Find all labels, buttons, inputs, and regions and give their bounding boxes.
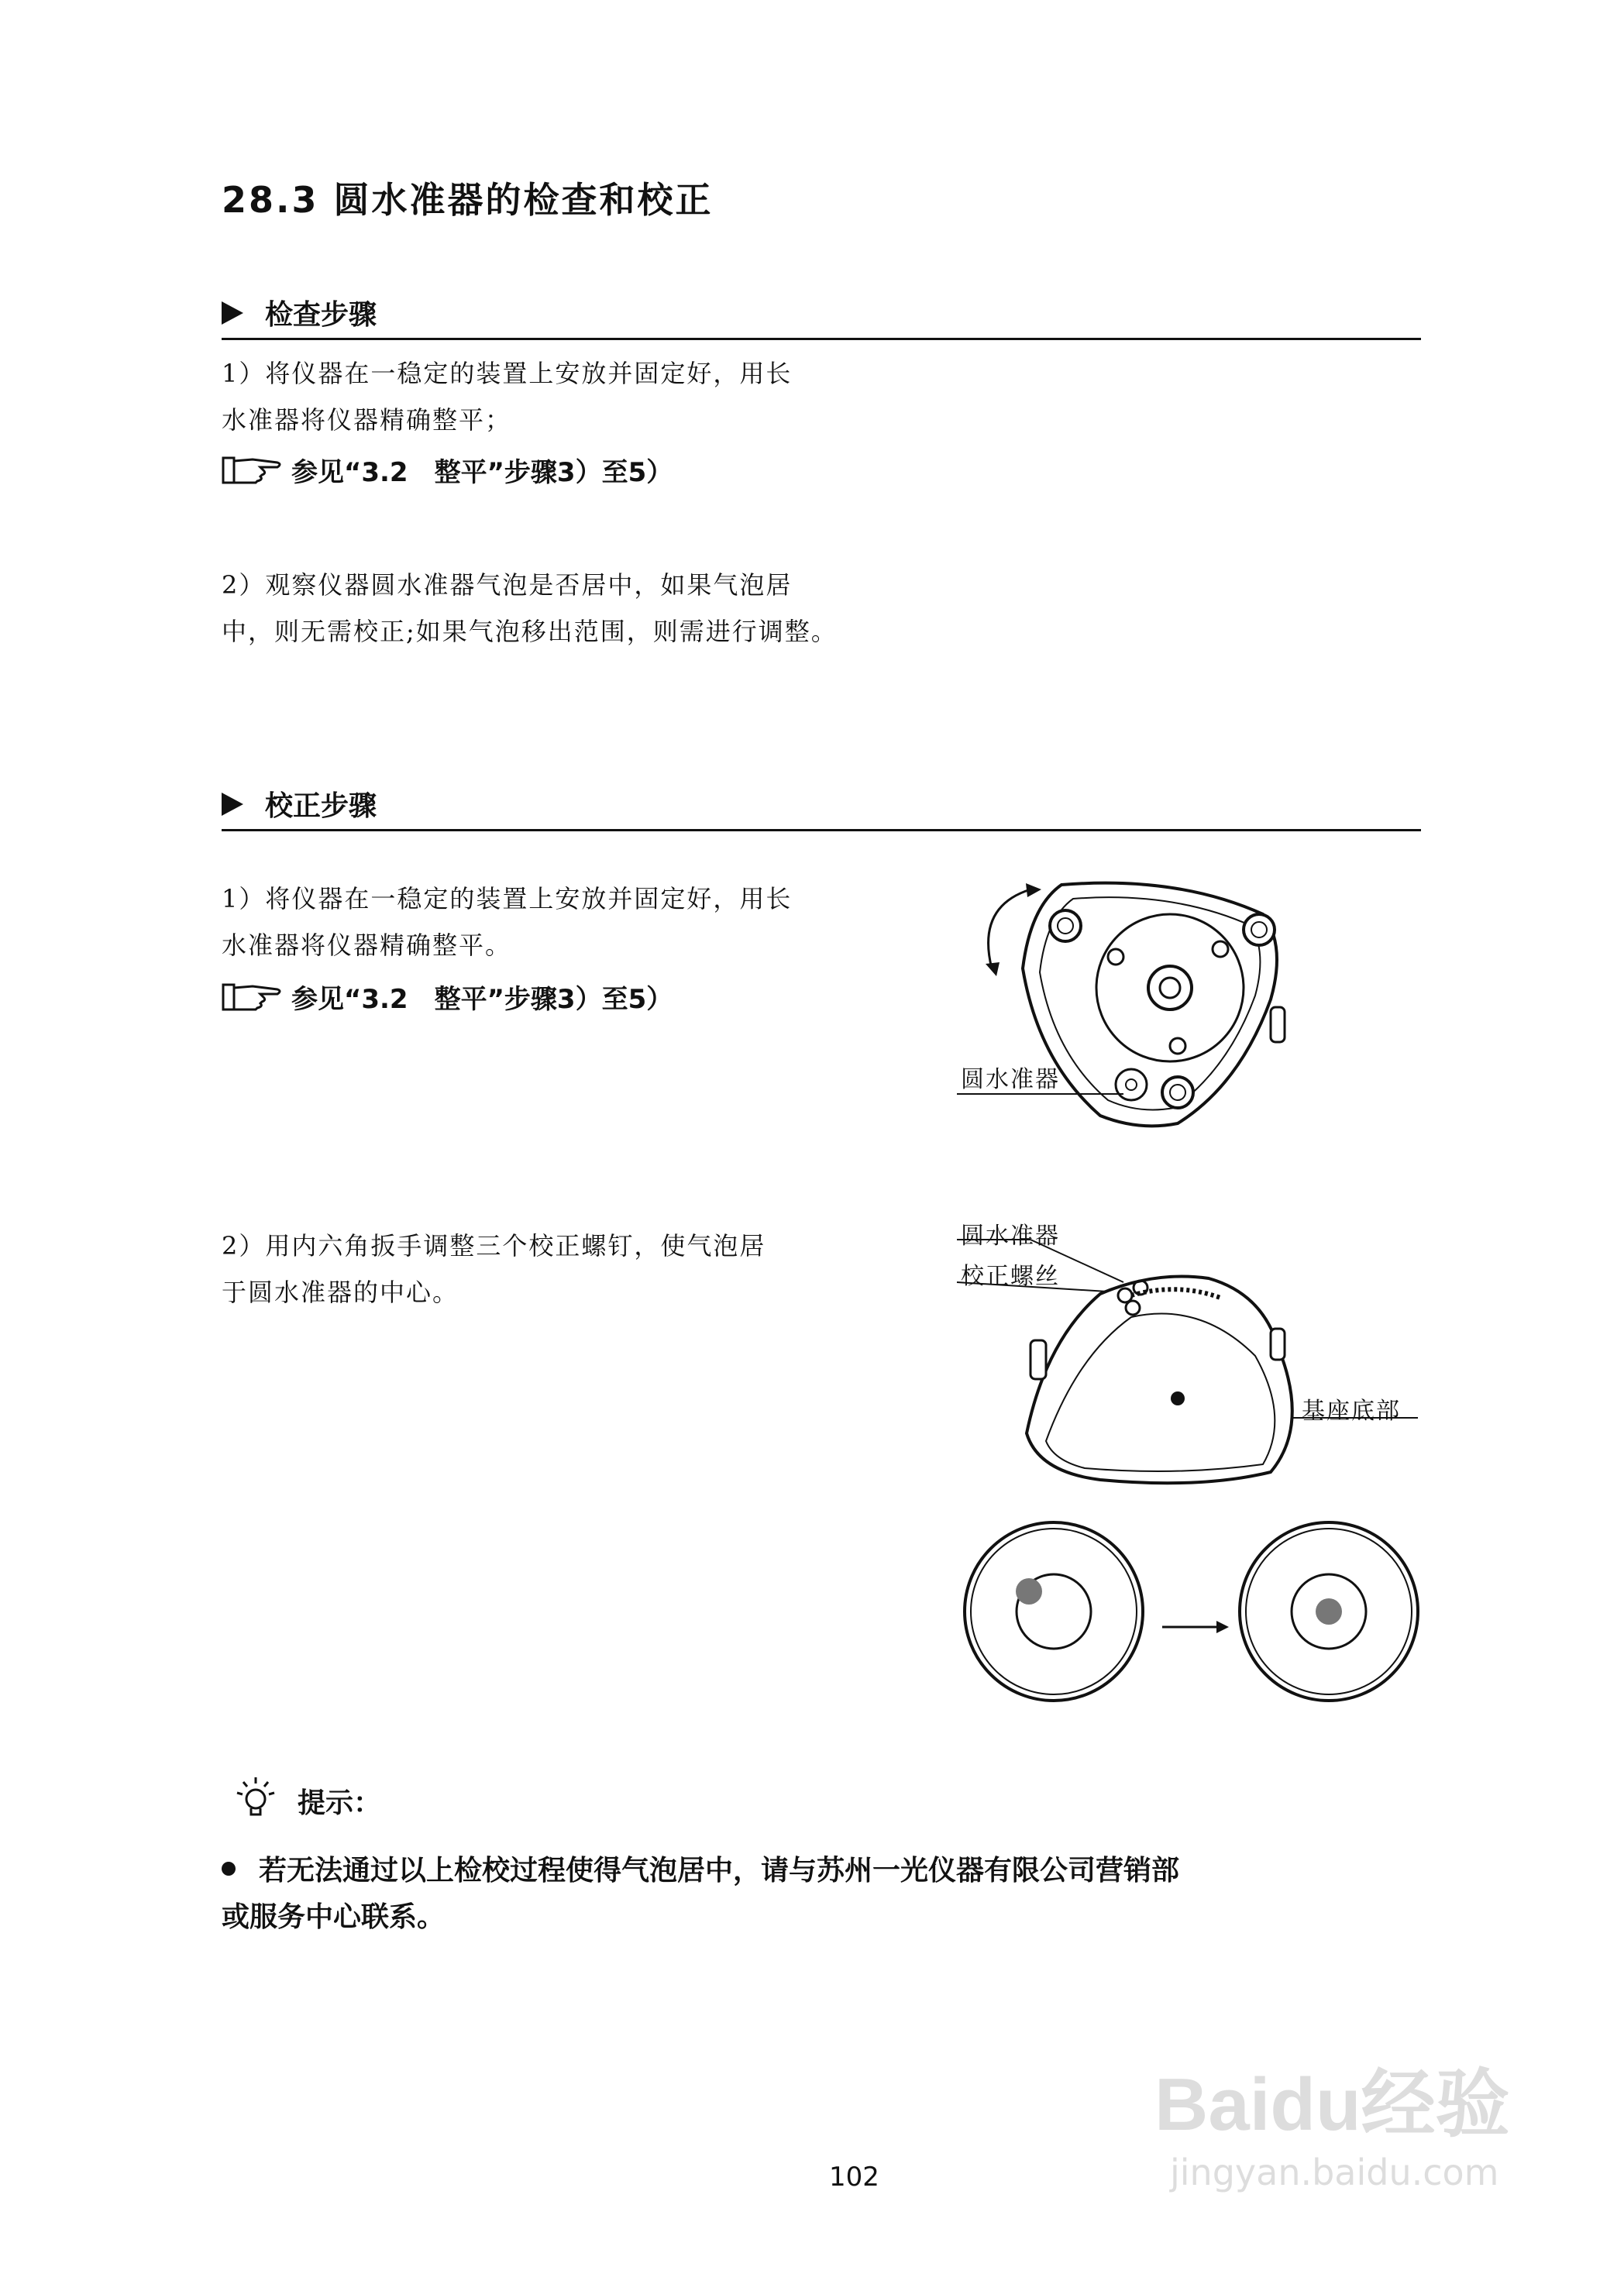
section-divider: [222, 338, 1421, 340]
triangle-bullet-icon: [222, 793, 243, 816]
tribrach-bottom-view-figure: [945, 1209, 1441, 1503]
section-heading-adjust: [222, 784, 377, 824]
tip-heading: [232, 1774, 381, 1821]
section-divider: [222, 829, 1421, 831]
adjust-step-1-line-2: 水准器将仪器精确整平。: [222, 930, 512, 960]
watermark-brand: Baidu经验: [1154, 2063, 1510, 2146]
section-heading-check: [222, 293, 377, 332]
adjust-step-2: [222, 1223, 766, 1316]
fig2-label-adjust-screw: 校正螺丝: [961, 1263, 1060, 1290]
section-heading-check-label: 检查步骤: [265, 299, 377, 331]
tribrach-top-view-figure: [945, 868, 1302, 1147]
tip-heading-label: 提示：: [298, 1787, 382, 1819]
tip-text-line-1: 若无法通过以上检校过程使得气泡居中，请与苏州一光仪器有限公司营销部: [259, 1855, 1180, 1887]
fig2-label-base-bottom: 基座底部: [1302, 1398, 1401, 1425]
adjust-step-2-line-1: 2）用内六角扳手调整三个校正螺钉，使气泡居: [222, 1231, 766, 1261]
page-number: 102: [829, 2162, 879, 2193]
check-step-1: [222, 350, 792, 443]
fig1-label-circular-level: 圆水准器: [961, 1066, 1060, 1093]
adjust-reference-text: 参见“3.2 整平”步骤3）至5）: [291, 984, 673, 1015]
watermark: [1154, 2045, 1510, 2193]
adjust-step-1: [222, 875, 792, 968]
check-step-2-line-1: 2）观察仪器圆水准器气泡是否居中，如果气泡居: [222, 570, 793, 600]
adjust-step-2-line-2: 于圆水准器的中心。: [222, 1278, 459, 1307]
tip-text-line-2: 或服务中心联系。: [222, 1901, 446, 1933]
watermark-url: jingyan.baidu.com: [1170, 2152, 1499, 2193]
check-reference-text: 参见“3.2 整平”步骤3）至5）: [291, 457, 673, 488]
triangle-bullet-icon: [222, 301, 243, 325]
check-step-1-line-2: 水准器将仪器精确整平；: [222, 405, 512, 435]
check-reference: [222, 451, 673, 489]
section-heading-adjust-label: 校正步骤: [265, 790, 377, 822]
pointing-hand-icon: [222, 980, 284, 1014]
tip-text: [222, 1848, 1430, 1941]
pointing-hand-icon: [222, 453, 284, 487]
page-title: 28.3 圆水准器的检查和校正: [222, 179, 714, 221]
check-step-2: [222, 562, 838, 655]
adjust-reference: [222, 978, 673, 1016]
lightbulb-icon: [232, 1774, 279, 1821]
bullet-dot-icon: [222, 1862, 236, 1876]
check-step-2-line-2: 中，则无需校正;如果气泡移出范围，则需进行调整。: [222, 617, 838, 646]
bubble-adjustment-figure: [961, 1519, 1441, 1712]
adjust-step-1-line-1: 1）将仪器在一稳定的装置上安放并固定好，用长: [222, 884, 793, 913]
fig2-label-circular-level: 圆水准器: [961, 1223, 1060, 1250]
check-step-1-line-1: 1）将仪器在一稳定的装置上安放并固定好，用长: [222, 359, 793, 388]
